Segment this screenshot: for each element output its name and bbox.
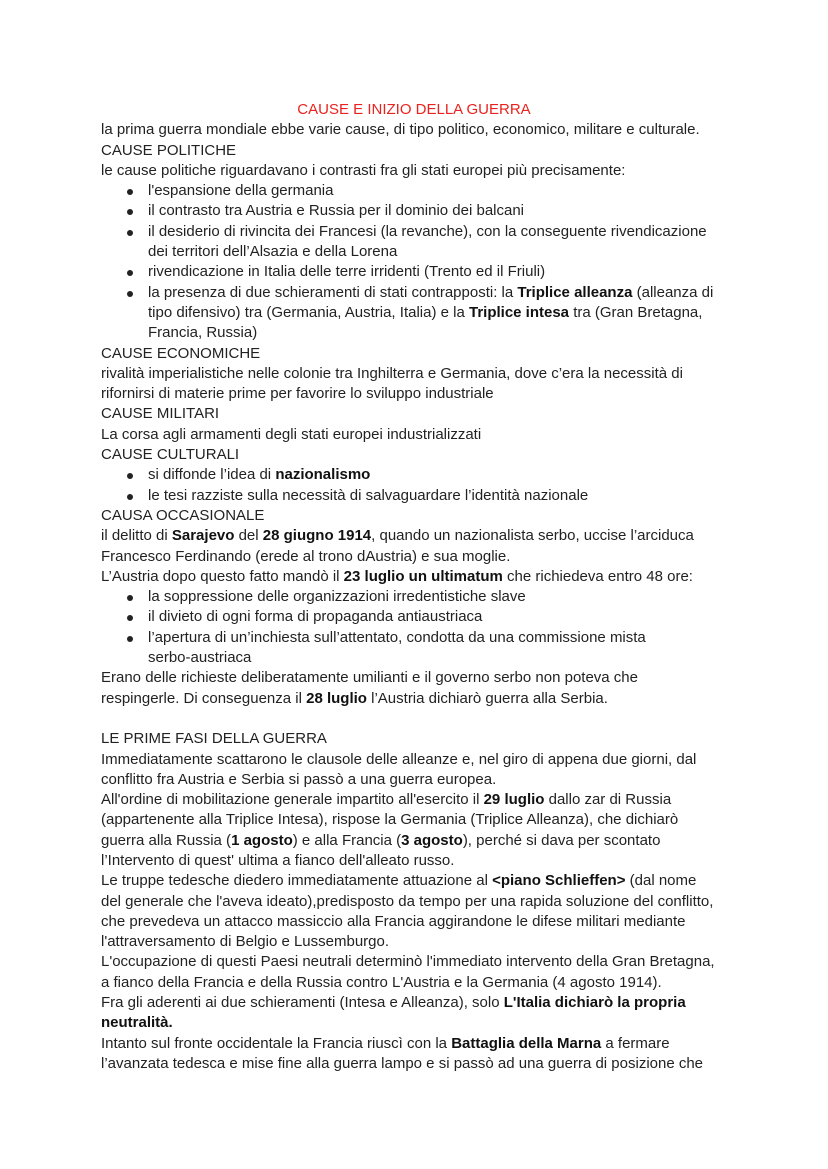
text-line: [101, 607, 741, 627]
bullet-icon: [127, 291, 133, 297]
text-run: CAUSE CULTURALI: [101, 446, 240, 464]
text-run: l’Austria dichiarò guerra alla Serbia.: [366, 689, 608, 707]
text-run: la prima guerra mondiale ebbe varie cause, di tipo politico, economico, militare e culturale.: [101, 121, 700, 139]
text-line: [101, 465, 741, 485]
paragraph: [101, 790, 741, 871]
text-run: conflitto fra Austria e Serbia si passò a una guerra europea.: [101, 770, 497, 788]
text-line: [101, 547, 741, 567]
text-run: Fra gli aderenti ai due schieramenti (Intesa e Alleanza), solo: [101, 994, 504, 1012]
text-run: del: [234, 527, 263, 545]
section-heading: [101, 506, 741, 526]
text-run: il delitto di: [101, 527, 172, 545]
text-run: il desiderio di rivincita dei Francesi (la revanche), con la conseguente rivendicazione: [148, 222, 707, 240]
bullet-icon: [127, 595, 133, 601]
document-page: [101, 100, 741, 1074]
text-run: serbo-austriaca: [148, 649, 252, 667]
bold-text: L'Italia dichiarò la propria: [503, 994, 686, 1012]
text-run: dei territori dell’Alsazia e della Lorena: [148, 243, 398, 261]
text-line: [101, 729, 741, 749]
text-line: [101, 526, 741, 546]
text-run: ), perché si dava per scontato: [462, 831, 661, 849]
bullet-icon: [127, 615, 133, 621]
text-line: [101, 932, 741, 952]
text-run: che prevedeva un attacco massiccio alla Francia aggirandone le difese militari mediante: [101, 912, 686, 930]
bold-text: 29 luglio: [483, 791, 545, 809]
text-line: [101, 181, 741, 201]
text-run: si diffonde l’idea di: [148, 466, 276, 484]
text-run: Francia, Russia): [148, 324, 258, 342]
bullet-item: [101, 181, 741, 201]
section-heading: [101, 729, 741, 749]
bold-text: Triplice intesa: [468, 303, 570, 321]
text-line: [101, 262, 741, 282]
text-run: (appartenente alla Triplice Intesa), rispose la Germania (Triplice Alleanza), che dichiarò: [101, 811, 679, 829]
text-line: [101, 222, 741, 242]
text-run: le cause politiche riguardavano i contrasti fra gli stati europei più precisamente:: [101, 161, 626, 179]
text-run: la soppressione delle organizzazioni irredentistiche slave: [148, 588, 526, 606]
text-line: [101, 770, 741, 790]
text-run: rivendicazione in Italia delle terre irridenti (Trento ed il Friuli): [148, 263, 546, 281]
paragraph: [101, 750, 741, 791]
text-run: a fianco della Francia e della Russia contro L'Austria e la Germania (4 agosto 1914).: [101, 973, 662, 991]
paragraph: [101, 425, 741, 445]
text-line: [101, 750, 741, 770]
text-run: le tesi razziste sulla necessità di salvaguardare l’identità nazionale: [148, 486, 589, 504]
text-run: rifornirsi di materie prime per favorire lo sviluppo industriale: [101, 385, 494, 403]
bold-text: 3 agosto: [401, 831, 463, 849]
text-run: LE PRIME FASI DELLA GUERRA: [101, 730, 327, 748]
text-line: [101, 851, 741, 871]
bullet-icon: [127, 636, 133, 642]
bullet-icon: [127, 473, 133, 479]
text-line: [101, 201, 741, 221]
section-heading: [101, 141, 741, 161]
text-run: l’avanzata tedesca e mise fine alla guerra lampo e si passò ad una guerra di posizione che: [101, 1054, 704, 1072]
text-line: [101, 425, 741, 445]
text-run: dallo zar di Russia: [544, 791, 672, 809]
text-line: [101, 790, 741, 810]
text-line: [101, 831, 741, 851]
text-run: tipo difensivo) tra (Germania, Austria, Italia) e la: [148, 303, 469, 321]
text-line: [101, 648, 741, 668]
text-line: [101, 283, 741, 303]
text-line: [101, 892, 741, 912]
text-line: [101, 952, 741, 972]
bullet-item: [101, 283, 741, 344]
text-run: tra (Gran Bretagna,: [569, 303, 703, 321]
text-line: [101, 120, 741, 140]
text-run: l'espansione della germania: [148, 182, 334, 200]
text-line: [101, 1054, 741, 1074]
text-line: [101, 303, 741, 323]
text-line: [101, 141, 741, 161]
text-run: L’Austria dopo questo fatto mandò il: [101, 567, 344, 585]
text-run: il divieto di ogni forma di propaganda antiaustriaca: [148, 608, 483, 626]
text-line: [101, 445, 741, 465]
text-run: Intanto sul fronte occidentale la Francia riuscì con la: [101, 1034, 452, 1052]
text-run: ) e alla Francia (: [292, 831, 402, 849]
text-line: [101, 810, 741, 830]
bold-text: 28 luglio: [306, 689, 367, 707]
text-run: L'occupazione di questi Paesi neutrali determinò l'immediato intervento della Gran Bretagna,: [101, 953, 715, 971]
text-line: [101, 242, 741, 262]
bullet-item: [101, 465, 741, 485]
text-line: [101, 587, 741, 607]
blank-line: [101, 709, 741, 729]
section-heading: [101, 445, 741, 465]
bold-text: 1 agosto: [231, 831, 293, 849]
paragraph: [101, 567, 741, 587]
text-run: il contrasto tra Austria e Russia per il dominio dei balcani: [148, 202, 525, 220]
text-run: CAUSE ECONOMICHE: [101, 344, 261, 362]
text-run: (dal nome: [625, 872, 697, 890]
text-line: [101, 668, 741, 688]
text-run: la presenza di due schieramenti di stati contrapposti: la: [148, 283, 518, 301]
text-line: [101, 993, 741, 1013]
text-line: [101, 404, 741, 424]
document-title: CAUSE E INIZIO DELLA GUERRA: [297, 101, 531, 118]
text-run: Le truppe tedesche diedero immediatamente attuazione al: [101, 872, 493, 890]
bullet-item: [101, 201, 741, 221]
text-run: l’apertura di un’inchiesta sull’attentato, condotta da una commissione mista: [148, 628, 646, 646]
text-line: [101, 871, 741, 891]
paragraph: [101, 161, 741, 181]
paragraph: [101, 526, 741, 567]
bullet-item: [101, 607, 741, 627]
bullet-icon: [127, 494, 133, 500]
text-run: rivalità imperialistiche nelle colonie tra Inghilterra e Germania, dove c’era la necessità di: [101, 364, 683, 382]
paragraph: [101, 120, 741, 140]
text-line: [101, 1013, 741, 1033]
text-run: respingerle. Di conseguenza il: [101, 689, 307, 707]
text-run: l’Intervento di quest' ultima a fianco dell'alleato russo.: [101, 851, 455, 869]
bullet-item: [101, 262, 741, 282]
text-run: del generale che l'aveva ideato),predisposto da tempo per una rapida soluzione del conflitto,: [101, 892, 714, 910]
bullet-icon: [127, 189, 133, 195]
section-heading: [101, 344, 741, 364]
bold-text: neutralità.: [101, 1014, 173, 1032]
bullet-icon: [127, 209, 133, 215]
bullet-icon: [127, 230, 133, 236]
bullet-item: [101, 628, 741, 669]
text-line: [101, 973, 741, 993]
text-run: Immediatamente scattarono le clausole delle alleanze e, nel giro di appena due giorni, dal: [101, 750, 697, 768]
text-line: [101, 486, 741, 506]
text-line: [101, 506, 741, 526]
text-run: CAUSE MILITARI: [101, 405, 220, 423]
text-line: [101, 161, 741, 181]
bold-text: nazionalismo: [275, 466, 371, 484]
text-line: [101, 567, 741, 587]
text-run: Erano delle richieste deliberatamente umilianti e il governo serbo non poteva che: [101, 669, 638, 687]
bullet-item: [101, 486, 741, 506]
text-run: Francesco Ferdinando (erede al trono dAustria) e sua moglie.: [101, 547, 511, 565]
bold-text: Triplice alleanza: [517, 283, 633, 301]
text-line: [101, 384, 741, 404]
text-line: [101, 689, 741, 709]
bold-text: Battaglia della Marna: [451, 1034, 602, 1052]
text-line: [101, 912, 741, 932]
paragraph: [101, 1034, 741, 1075]
text-run: La corsa agli armamenti degli stati europei industrializzati: [101, 425, 482, 443]
bullet-item: [101, 587, 741, 607]
paragraph: [101, 364, 741, 405]
paragraph: [101, 668, 741, 709]
bold-text: Sarajevo: [171, 527, 235, 545]
text-line: [101, 364, 741, 384]
text-run: CAUSA OCCASIONALE: [101, 506, 265, 524]
text-run: All'ordine di mobilitazione generale impartito all'esercito il: [101, 791, 484, 809]
text-line: [101, 344, 741, 364]
section-heading: [101, 404, 741, 424]
paragraph: [101, 871, 741, 952]
bullet-item: [101, 222, 741, 263]
text-run: che richiedeva entro 48 ore:: [502, 567, 693, 585]
bold-text: <piano Schlieffen>: [492, 872, 626, 890]
text-line: [101, 1034, 741, 1054]
text-line: [101, 323, 741, 343]
bullet-icon: [127, 270, 133, 276]
text-run: CAUSE POLITICHE: [101, 141, 237, 159]
bold-text: 23 luglio un ultimatum: [343, 567, 503, 585]
paragraph: [101, 952, 741, 993]
text-run: guerra alla Russia (: [101, 831, 232, 849]
text-run: , quando un nazionalista serbo, uccise l’arciduca: [371, 527, 694, 545]
text-run: a fermare: [601, 1034, 670, 1052]
bold-text: 28 giugno 1914: [262, 527, 372, 545]
text-run: l'attraversamento di Belgio e Lussemburgo.: [101, 933, 390, 951]
document-body: [101, 120, 741, 1074]
paragraph: [101, 993, 741, 1034]
text-run: (alleanza di: [632, 283, 714, 301]
text-line: [101, 628, 741, 648]
